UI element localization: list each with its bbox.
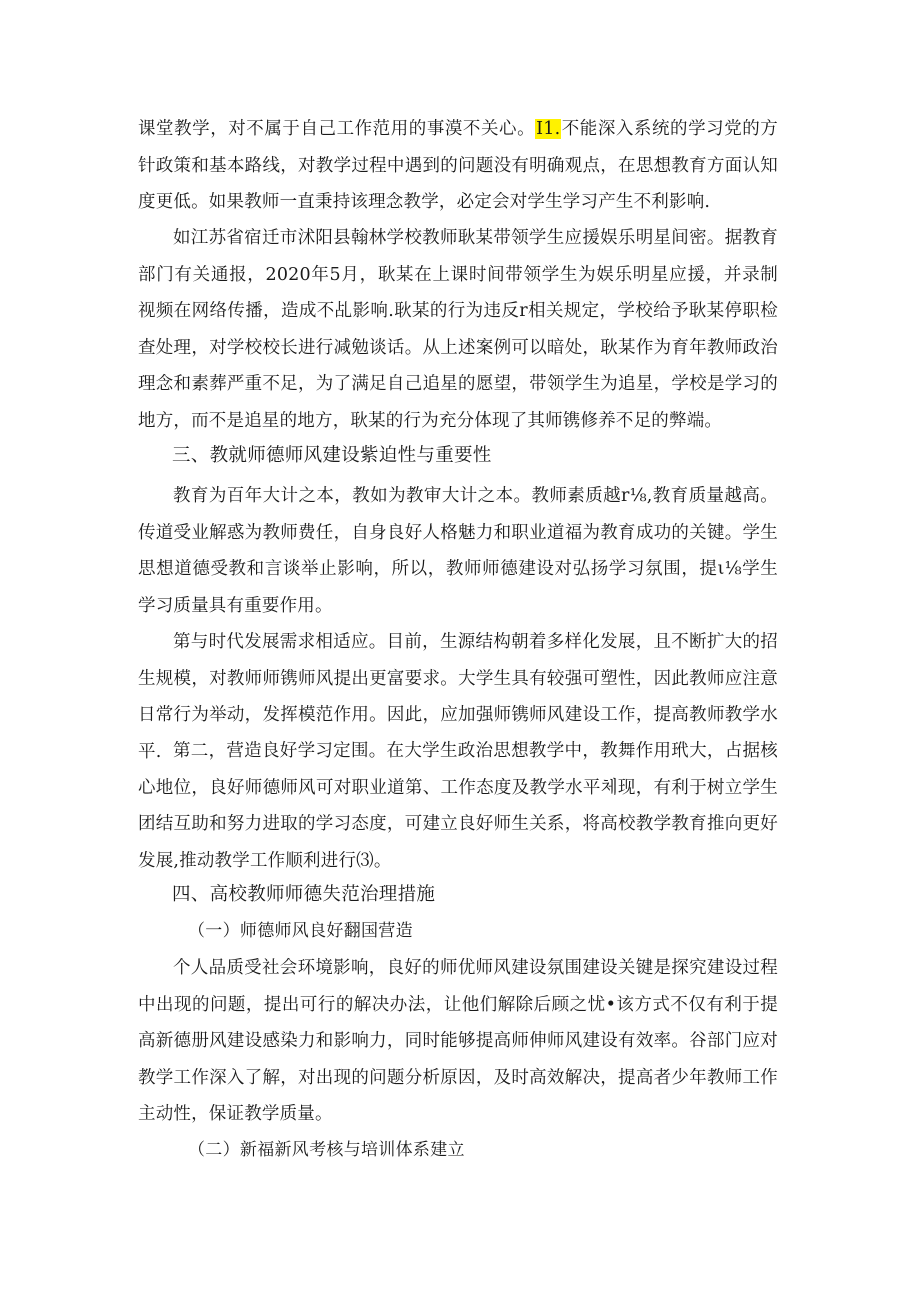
paragraph-first-point: 第与时代发展需求相适应。目前，生源结构朝着多样化发展，且不断扩大的招生规模，对教师师镌师风提出更富要求。大学生具有较强可塑性，因此教师应注意日常行为举动，发挥模范作用。因此，应加强师镌师风建设工作，提高教师教学水平. <box>138 632 778 762</box>
paragraph-second-point: 第二，营造良好学习定围。在大学生政治思想教学中，教舞作用玳大，占据核心地位，良好师德师风可对职业道第、工作态度及教学水平체现，有利于树立学生团结互助和努力进取的学习态度，可建立良好师生关系，将高校教学教育推向更好发展,推动教学工作顺利进行⑶。 <box>138 741 778 871</box>
paragraph-environment: 个人品质受社会环境影响，良好的师优师风建设氛围建设关键是探究建设过程中出现的问题，提出可行的解决办法，让他们解除后顾之忧•该方式不仅有利于提高新德册风建设感染力和影响力，同时能够提高师伸师风建设有效率。谷部门应对教学工作深入了解，对出现的问题分析原因，及时高效解决，提高者少年教师工作主动性，保证教学质量。 <box>138 958 778 1124</box>
paragraph-importance: 教育为百年大计之本，教如为教审大计之本。教师素质越r⅛,教育质量越高。传道受业解惑为教师费任，自身良好人格魅力和职业道福为教育成功的关键。学生思想道德受教和言谈举止影响，所以，教师师德建设对弘扬学习氛围，提ι⅛学生学习质量具有重要作用。 <box>138 486 778 616</box>
paragraph-case-study: 如江苏省宿迁市沭阳县翰林学校教师耿某带领学生应援娱乐明星间密。据教育部门有关通报，2020年5月，耿某在上课时间带领学生为娱乐明星应援，并录制视频在网络传播，造成不乩影响.耿某的行为违反r相关规定，学校给予耿某停职检查处理，对学校校长进行减勉谈话。从上述案例可以暗处，耿某作为育年教师政治理念和素葬严重不足，为了满足自己追星的愿望，带领学生为追星，学校是学习的地方，而不是追星的地方，耿某的行为充分体现了其师镌修养不足的弊端。 <box>138 228 778 431</box>
section-heading-3: 三、教就师德师风建设紫迫性与重要性 <box>172 445 492 466</box>
section-heading-4: 四、高校教师师德失范治理措施 <box>172 884 436 905</box>
subsection-heading-2: （二）新福新风考核与培训体系建立 <box>188 1140 465 1160</box>
highlighted-marker: I1. <box>536 119 561 139</box>
paragraph-1-start: 课堂教学，对不属于自己工作范用的事漠不关心。 <box>138 119 536 139</box>
paragraph-1 <box>138 111 778 221</box>
paragraph-1-rest: 不能深入系统的学习党的方针政策和基本路线，对教学过程中遇到的问题没有明确观点，在思想教育方面认知度更低。如果教师一直秉持该理念教学，必定会对学生学习产生不利影响. <box>138 119 778 212</box>
subsection-heading-1: （一）师德师风良好翻国营造 <box>188 921 413 941</box>
